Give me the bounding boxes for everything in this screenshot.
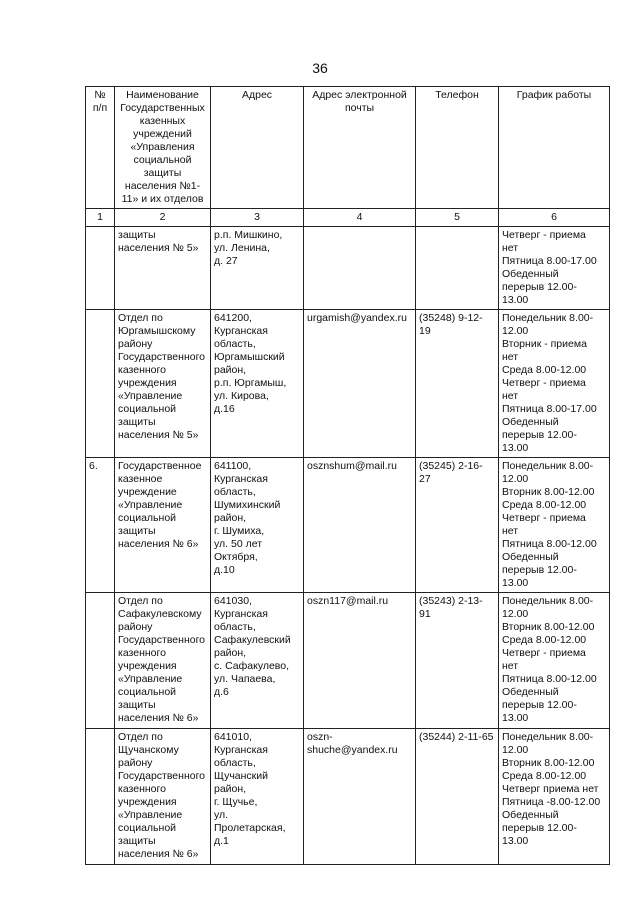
office-schedule: Четверг - приема нет Пятница 8.00-17.00 Обеденный перерыв 12.00- 13.00 [499,227,610,310]
row-number [86,593,115,729]
page-number: 36 [312,60,328,76]
office-email: oszn- shuche@yandex.ru [304,729,416,865]
header-address: Адрес [211,87,304,209]
office-name: защиты населения № 5» [115,227,211,310]
column-index: 2 [115,209,211,227]
office-address: 641030, Курганская область, Сафакулевский район, с. Сафакулево, ул. Чапаева, д.6 [211,593,304,729]
office-email: oszn117@mail.ru [304,593,416,729]
office-phone: (35244) 2-11-65 [416,729,499,865]
office-address: р.п. Мишкино, ул. Ленина, д. 27 [211,227,304,310]
table-row [86,729,610,865]
office-schedule: Понедельник 8.00- 12.00 Вторник 8.00-12.00 Среда 8.00-12.00 Четверг приема нет Пятница -8.00-12.00 Обеденный перерыв 12.00- 13.00 [499,729,610,865]
column-index: 3 [211,209,304,227]
column-index: 4 [304,209,416,227]
office-phone [416,227,499,310]
table-row [86,593,610,729]
header-email: Адрес электронной почты [304,87,416,209]
table-row [86,227,610,310]
offices-table [85,86,610,865]
office-phone: (35248) 9-12- 19 [416,310,499,458]
office-name: Государственное казенное учреждение «Управление социальной защиты населения № 6» [115,458,211,593]
office-phone: (35245) 2-16- 27 [416,458,499,593]
table-row [86,458,610,593]
header-number: № п/п [86,87,115,209]
header-schedule: График работы [499,87,610,209]
row-number [86,227,115,310]
office-email: osznshum@mail.ru [304,458,416,593]
office-phone: (35243) 2-13- 91 [416,593,499,729]
row-number [86,310,115,458]
header-phone: Телефон [416,87,499,209]
office-address: 641100, Курганская область, Шумихинский район, г. Шумиха, ул. 50 лет Октября, д.10 [211,458,304,593]
office-address: 641010, Курганская область, Щучанский район, г. Щучье, ул. Пролетарская, д.1 [211,729,304,865]
table-row [86,310,610,458]
office-schedule: Понедельник 8.00- 12.00 Вторник 8.00-12.00 Среда 8.00-12.00 Четверг - приема нет Пятница 8.00-12.00 Обеденный перерыв 12.00- 13.00 [499,458,610,593]
office-email [304,227,416,310]
column-index: 5 [416,209,499,227]
office-schedule: Понедельник 8.00- 12.00 Вторник 8.00-12.00 Среда 8.00-12.00 Четверг - приема нет Пятница 8.00-12.00 Обеденный перерыв 12.00- 13.00 [499,593,610,729]
office-schedule: Понедельник 8.00- 12.00 Вторник - приема нет Среда 8.00-12.00 Четверг - приема нет Пятница 8.00-17.00 Обеденный перерыв 12.00- 13.00 [499,310,610,458]
office-name: Отдел по Щучанскому району Государственного казенного учреждения «Управление социальной защиты населения № 6» [115,729,211,865]
column-index-row [86,209,610,227]
office-address: 641200, Курганская область, Юргамышский район, р.п. Юргамыш, ул. Кирова, д.16 [211,310,304,458]
table-header-row [86,87,610,209]
column-index: 1 [86,209,115,227]
header-name: Наименование Государственных казенных учреждений «Управления социальной защиты населения №1- 11» и их отделов [115,87,211,209]
column-index: 6 [499,209,610,227]
office-name: Отдел по Сафакулевскому району Государственного казенного учреждения «Управление социальной защиты населения № 6» [115,593,211,729]
row-number [86,729,115,865]
row-number: 6. [86,458,115,593]
office-name: Отдел по Юргамышскому району Государственного казенного учреждения «Управление социальной защиты населения № 5» [115,310,211,458]
office-email: urgamish@yandex.ru [304,310,416,458]
